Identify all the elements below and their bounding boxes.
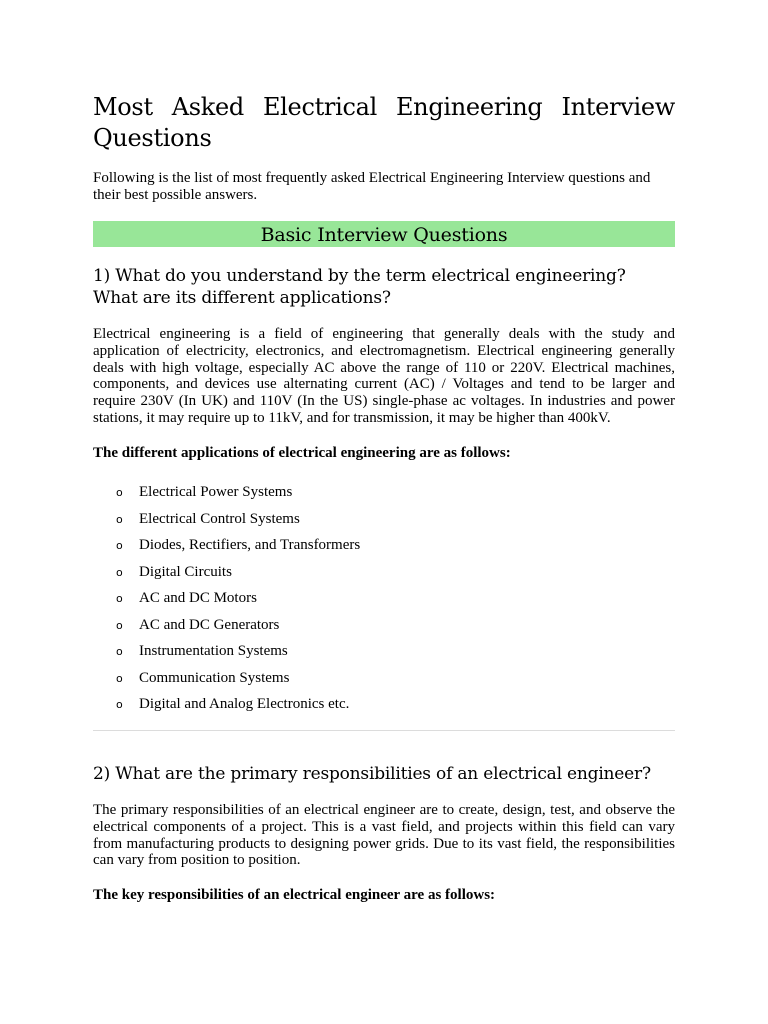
list-item xyxy=(93,615,360,642)
responsibilities-lead: The key responsibilities of an electrical engineer are as follows: xyxy=(93,887,496,903)
bullet-icon: o xyxy=(116,671,123,685)
applications-list xyxy=(93,482,360,721)
list-item xyxy=(93,641,360,668)
bullet-icon: o xyxy=(116,512,123,526)
list-item xyxy=(93,482,360,509)
question-1-heading: 1) What do you understand by the term electrical engineering? What are its different applications? xyxy=(93,266,626,308)
section-heading-basic: Basic Interview Questions xyxy=(93,221,675,247)
list-item xyxy=(93,668,360,695)
list-item xyxy=(93,562,360,589)
bullet-icon: o xyxy=(116,645,123,658)
bullet-icon: o xyxy=(116,592,123,605)
list-item xyxy=(93,509,360,536)
list-item xyxy=(93,694,360,721)
list-item-label: Diodes, Rectifiers, and Transformers xyxy=(139,537,361,553)
list-item-label: AC and DC Motors xyxy=(139,590,257,606)
list-item-label: Digital and Analog Electronics etc. xyxy=(139,696,350,712)
section-divider xyxy=(93,730,675,731)
list-item xyxy=(93,588,360,615)
question-1-answer: Electrical engineering is a field of engineering that generally deals with the study and application of electricity, electronics, and electromagnetism. Electrical engineering generally deals with high voltage, especially AC above the range of 110 or 220V. Electrical machines, components, and devices use alternating current (AC) / Voltages and tend to be larger and require 230V (In UK) and 110V (In the US) single-phase ac voltages. In industries and power stations, it may require up to 11kV, and for transmission, it may be higher than 400kV. xyxy=(93,326,675,426)
bullet-icon: o xyxy=(116,565,123,579)
list-item-label: Communication Systems xyxy=(139,669,290,686)
intro-paragraph: Following is the list of most frequently asked Electrical Engineering Interview questions and their best possible answers. xyxy=(93,170,651,203)
bullet-icon: o xyxy=(116,486,123,499)
question-2-heading: 2) What are the primary responsibilities of an electrical engineer? xyxy=(93,764,651,784)
list-item-label: Digital Circuits xyxy=(139,563,232,580)
list-item-label: Electrical Control Systems xyxy=(139,510,300,527)
question-2-answer: The primary responsibilities of an electrical engineer are to create, design, test, and observe the electrical components of a project. This is a vast field, and projects within this field can vary from manufacturing products to designing power grids. Due to its vast field, the responsibilities can vary from position to position. xyxy=(93,802,675,869)
list-item-label: Instrumentation Systems xyxy=(139,643,288,659)
page-title: Most Asked Electrical Engineering Interview Questions xyxy=(93,93,675,152)
bullet-icon: o xyxy=(116,618,123,632)
applications-lead: The different applications of electrical engineering are as follows: xyxy=(93,445,511,461)
bullet-icon: o xyxy=(116,698,123,711)
bullet-icon: o xyxy=(116,539,123,552)
list-item-label: Electrical Power Systems xyxy=(139,484,293,500)
list-item-label: AC and DC Generators xyxy=(139,616,280,633)
list-item xyxy=(93,535,360,562)
